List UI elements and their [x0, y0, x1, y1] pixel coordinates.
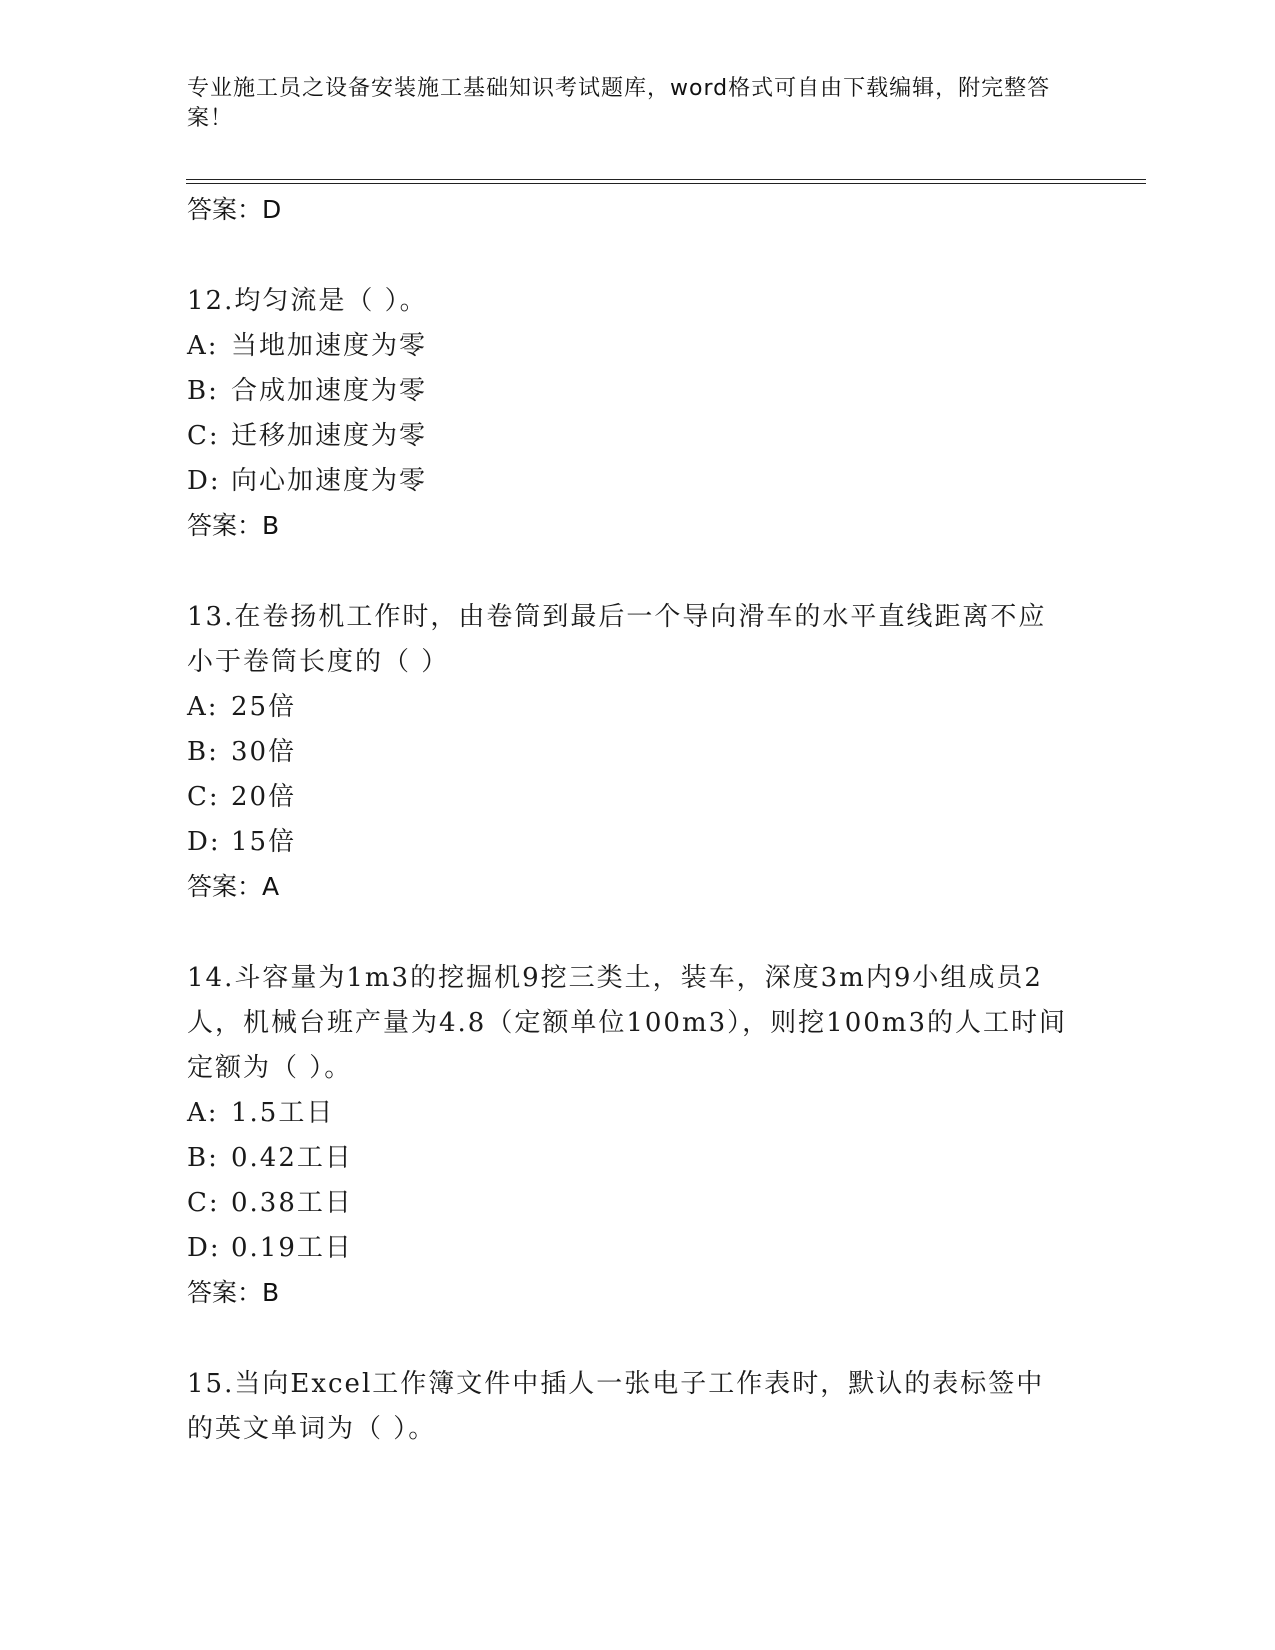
- option-text: 0.38工日: [231, 1188, 353, 1218]
- option-text: 向心加速度为零: [231, 466, 428, 496]
- option-label: C:: [187, 421, 220, 451]
- option-text: 1.5工日: [231, 1098, 335, 1128]
- option-label: D:: [187, 827, 221, 857]
- option-a: [187, 324, 1087, 369]
- option-c: [187, 775, 1087, 820]
- option-c: [187, 414, 1087, 459]
- option-text: 25倍: [231, 692, 297, 722]
- answer-line: 答案：B: [187, 1278, 280, 1307]
- option-b: [187, 369, 1087, 414]
- option-a: [187, 1091, 1087, 1136]
- option-label: A:: [187, 1098, 219, 1128]
- option-label: C:: [187, 1188, 220, 1218]
- option-a: [187, 685, 1087, 730]
- option-text: 合成加速度为零: [231, 376, 428, 406]
- option-label: A:: [187, 692, 219, 722]
- question-text: 12.均匀流是（ ）。: [187, 286, 428, 316]
- option-d: [187, 820, 1087, 865]
- option-label: C:: [187, 782, 220, 812]
- option-d: [187, 1226, 1087, 1271]
- option-text: 当地加速度为零: [231, 331, 428, 361]
- option-label: D:: [187, 466, 221, 496]
- answer-line: 答案：B: [187, 511, 280, 540]
- question-text: 13.在卷扬机工作时，由卷筒到最后一个导向滑车的水平直线距离不应小于卷筒长度的（ ）: [187, 602, 1047, 677]
- option-label: B:: [187, 1143, 219, 1173]
- document-header: 专业施工员之设备安装施工基础知识考试题库，word格式可自由下载编辑，附完整答案！: [187, 76, 1051, 131]
- option-text: 30倍: [231, 737, 297, 767]
- question-12: [187, 279, 1087, 548]
- option-b: [187, 730, 1087, 775]
- option-text: 15倍: [231, 827, 297, 857]
- header-divider-bottom: [186, 183, 1146, 184]
- option-label: D:: [187, 1233, 221, 1263]
- option-text: 迁移加速度为零: [231, 421, 428, 451]
- question-15: [187, 1362, 1087, 1452]
- question-14: [187, 956, 1087, 1315]
- header-divider-top: [186, 179, 1146, 180]
- option-label: A:: [187, 331, 219, 361]
- option-d: [187, 459, 1087, 504]
- question-list: [187, 188, 1087, 1452]
- question-text: 15.当向Excel工作簿文件中插人一张电子工作表时，默认的表标签中的英文单词为（ ）。: [187, 1369, 1045, 1444]
- answer-line: 答案：D: [187, 195, 282, 224]
- option-text: 0.19工日: [231, 1233, 353, 1263]
- option-label: B:: [187, 376, 219, 406]
- option-text: 0.42工日: [231, 1143, 353, 1173]
- question-13: [187, 595, 1087, 909]
- option-text: 20倍: [231, 782, 297, 812]
- answer-line: 答案：A: [187, 872, 280, 901]
- option-label: B:: [187, 737, 219, 767]
- option-c: [187, 1181, 1087, 1226]
- option-b: [187, 1136, 1087, 1181]
- question-text: 14.斗容量为1m3的挖掘机9挖三类土，装车，深度3m内9小组成员2人，机械台班产量为4.8（定额单位100m3），则挖100m3的人工时间定额为（ ）。: [187, 963, 1067, 1083]
